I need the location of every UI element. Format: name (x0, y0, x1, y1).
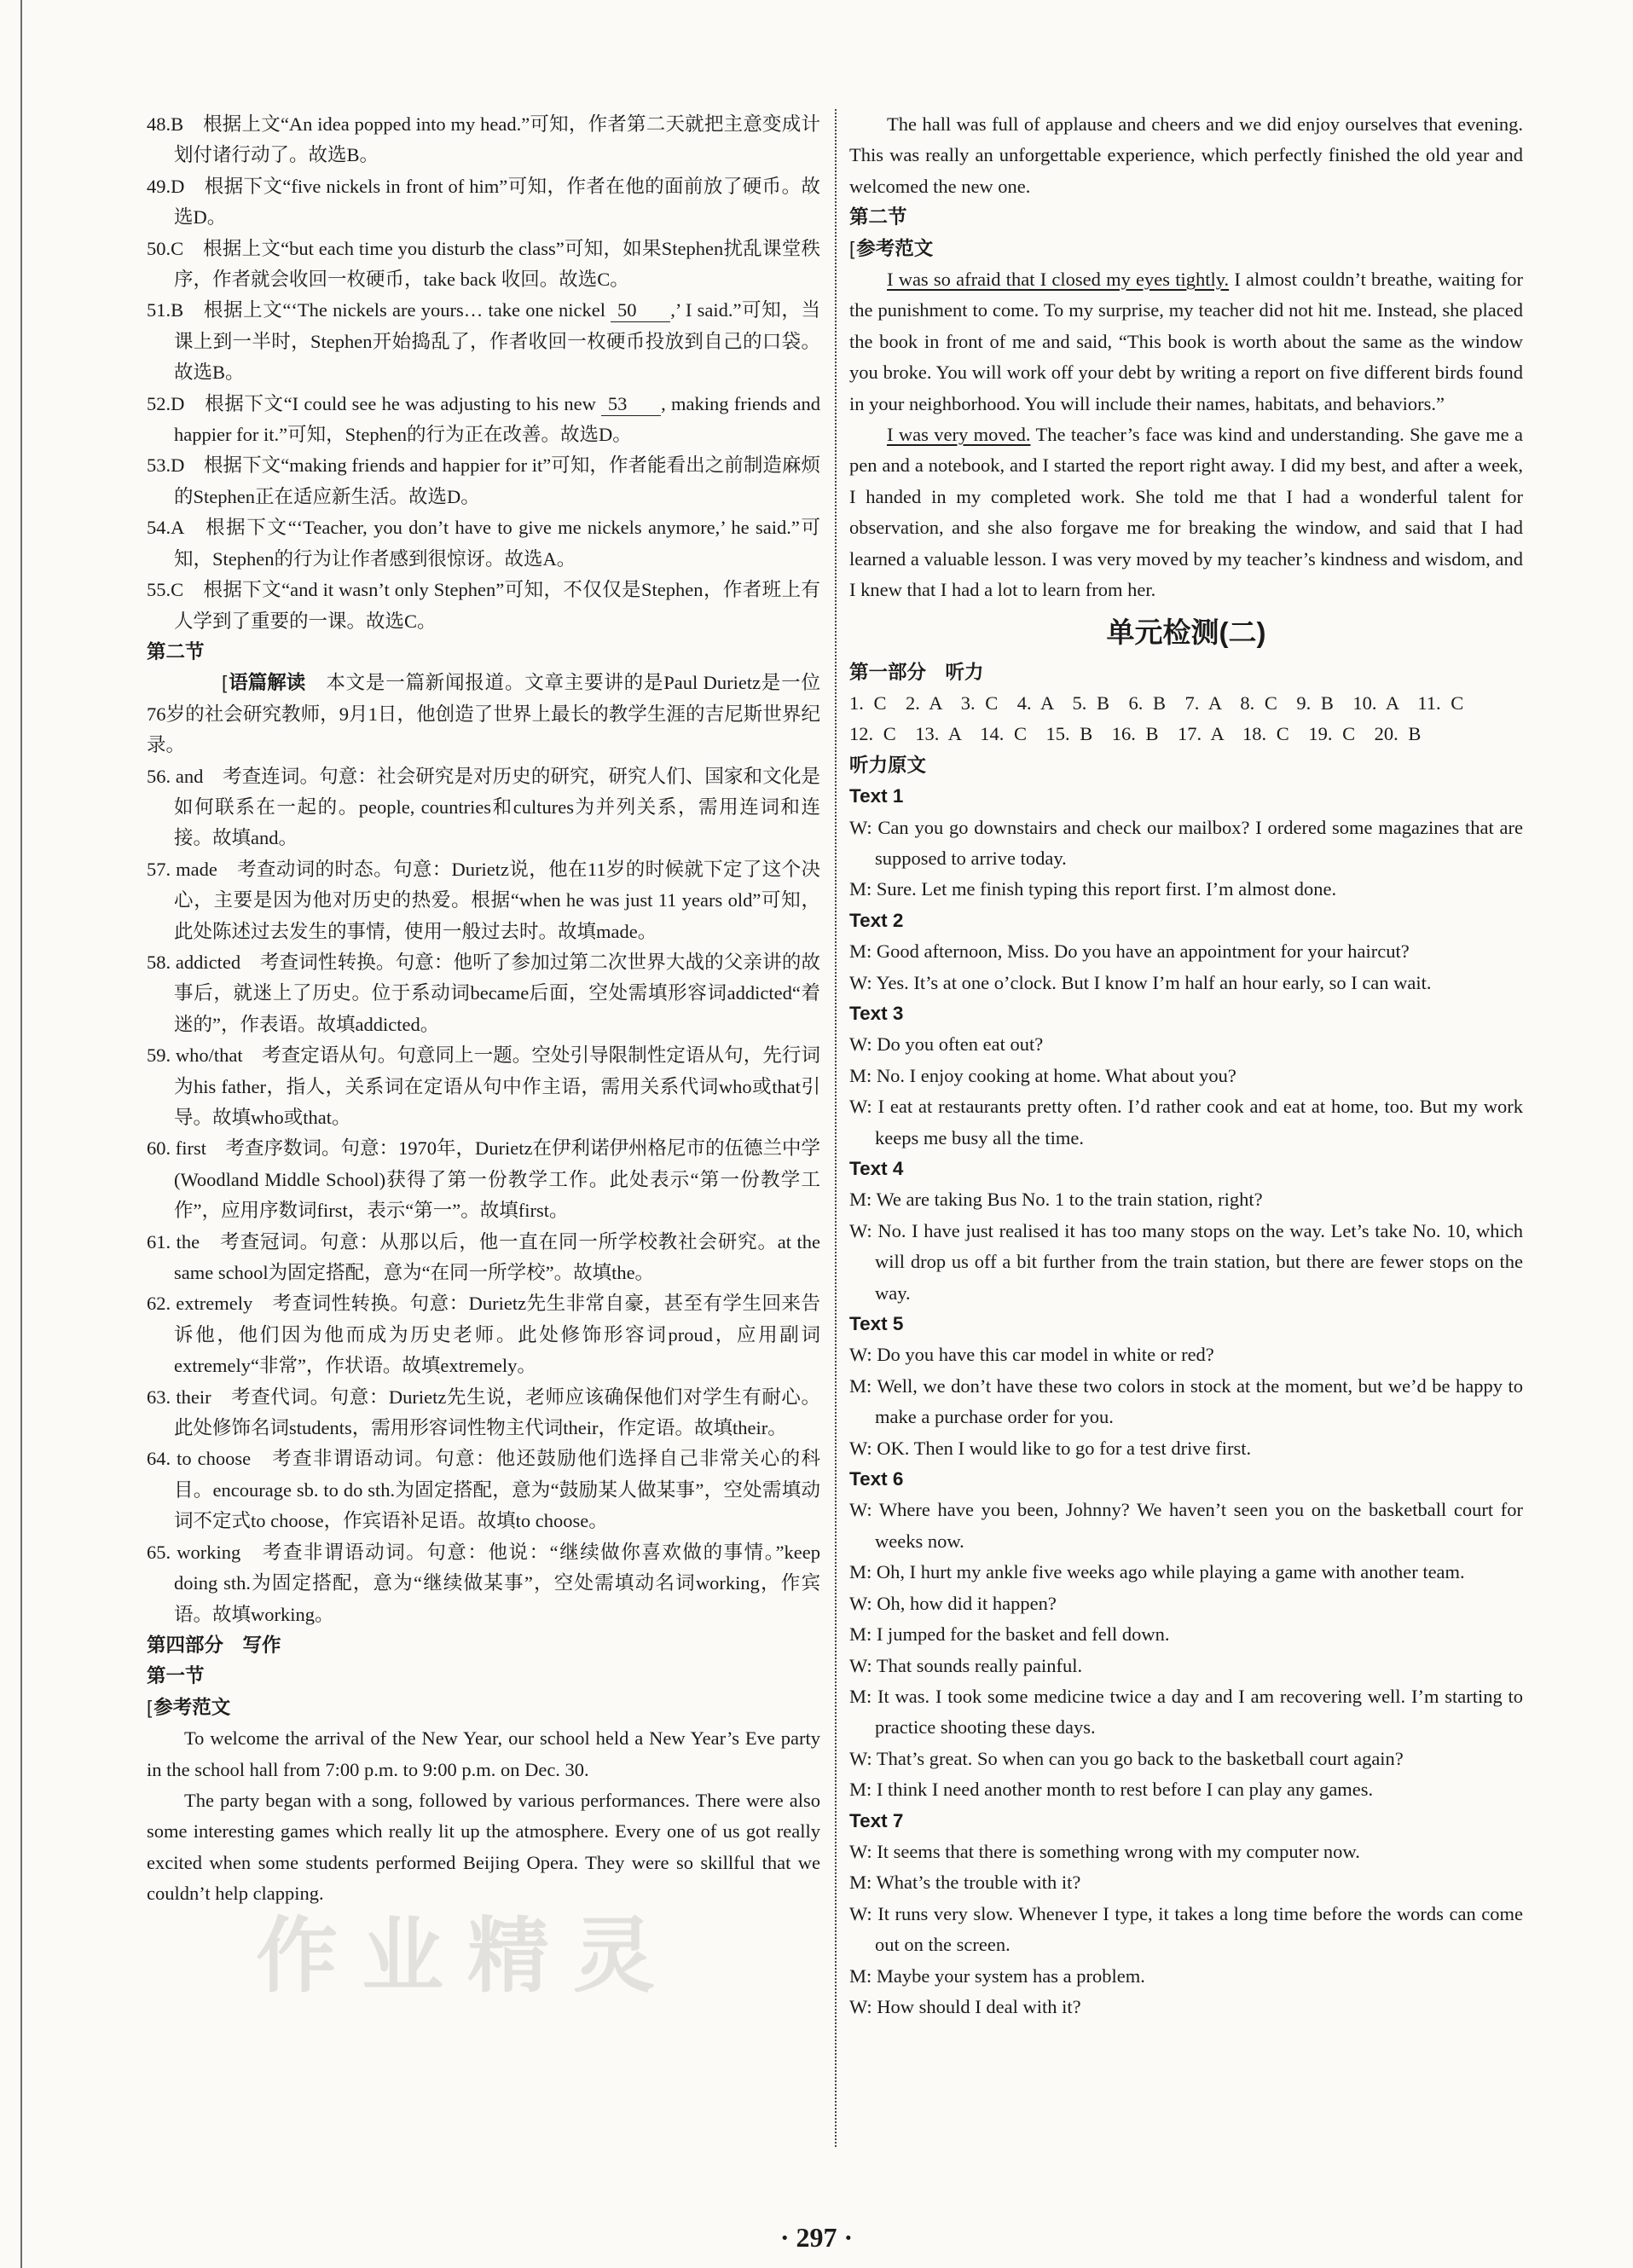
dialogue-line: M: I think I need another month to rest before I can play any games. (849, 1779, 1374, 1801)
dialogue-line: M: Well, we don’t have these two colors in stock at the moment, but we’d be happy to make a purchase order for you. (849, 1374, 1523, 1428)
grammar-64: 64. to choose 考查非谓语动词。句意：他还鼓励他们选择自己非常关心的科目。encourage sb. to do sth.为固定搭配，意为“鼓励某人做某事”，空处需填动词不定式to choose，作宾语补足语。故填to choose。 (147, 1448, 820, 1532)
answer-53: 53.D 根据下文“making friends and happier for it”可知，作者能看出之前制造麻烦的Stephen正在适应新生活。故选D。 (147, 454, 820, 507)
section-heading-2-writing: 第二节 (849, 206, 907, 229)
right-column (849, 109, 1523, 2022)
dialogue-line: W: It runs very slow. Whenever I type, it takes a long time before the words can come out on the screen. (849, 1902, 1523, 1956)
reading-analysis: [ 语篇解读 本文是一篇新闻报道。文章主要讲的是Paul Durietz是一位76岁的社会研究教师，9月1日，他创造了世界上最长的教学生涯的吉尼斯世界纪录。 (147, 668, 820, 761)
blank-50: 50 (611, 299, 670, 322)
section-heading-1: 第一节 (147, 1665, 205, 1687)
grammar-59: 59. who/that 考查定语从句。句意同上一题。空处引导限制性定语从句，先行词为his father，指人，关系词在定语从句中作主语，需用关系代词who或that引导。故填who或that。 (147, 1044, 820, 1128)
dialogue-line: W: No. I have just realised it has too many stops on the way. Let’s take No. 10, which will drop us off a bit further from the train station, but there are fewer stops on the way. (849, 1219, 1523, 1304)
dialogue-line: M: I jumped for the basket and fell down. (849, 1623, 1170, 1646)
sample-essay-tag-2: [ 参考范文 (849, 234, 1523, 264)
grammar-63: 63. their 考查代词。句意：Durietz先生说，老师应该确保他们对学生有耐心。此处修饰名词students，需用形容词性物主代词their，作定语。故填their。 (147, 1386, 820, 1439)
dialogue-line: W: Yes. It’s at one o’clock. But I know I’m half an hour early, so I can wait. (849, 971, 1432, 993)
unit-test-title: 单元检测(二) (1106, 616, 1266, 648)
sample-essay-tag: [ 参考范文 (147, 1692, 820, 1723)
dialogue-line: M: Maybe your system has a problem. (849, 1964, 1145, 1987)
column-divider (835, 109, 837, 2147)
dialogue-line: W: Can you go downstairs and check our mailbox? I ordered some magazines that are supposed to arrive today. (849, 816, 1523, 869)
grammar-62: 62. extremely 考查词性转换。句意：Durietz先生非常自豪，甚至有学生回来告诉他，他们因为他而成为历史老师。此处修饰形容词proud，应用副词extremely“非常”，作状语。故填extremely。 (147, 1293, 820, 1377)
dialogue-line: M: Oh, I hurt my ankle five weeks ago while playing a game with another team. (849, 1561, 1465, 1583)
reading-tag: [ 语篇解读 (184, 668, 305, 698)
dialogue-line: W: That’s great. So when can you go back to the basketball court again? (849, 1747, 1404, 1769)
section-heading-2: 第二节 (147, 640, 205, 662)
grammar-57: 57. made 考查动词的时态。句意：Durietz说，他在11岁的时候就下定了这个决心，主要是因为他对历史的热爱。根据“when he was just 11 years old”可知，此处陈述过去发生的事情，使用一般过去时。故填made。 (147, 858, 820, 942)
blank-53: 53 (601, 393, 661, 416)
dialogue-line: W: OK. Then I would like to go for a test drive first. (849, 1437, 1252, 1459)
dialogue-line: W: Oh, how did it happen? (849, 1592, 1057, 1614)
essay1-paragraph-1: To welcome the arrival of the New Year, our school held a New Year’s Eve party in the school hall from 7:00 p.m. to 9:00 p.m. on Dec. 30. (147, 1727, 820, 1780)
answer-52: 52.D 根据下文“I could see he was adjusting to his new 53 , making friends and happier for it.”可知，Stephen的行为正在改善。故选D。 (147, 392, 820, 446)
text-title: Text 3 (849, 1002, 904, 1024)
dialogue-line: M: No. I enjoy cooking at home. What about you? (849, 1064, 1236, 1086)
answer-51: 51.B 根据上文“‘The nickels are yours… take one nickel 50 ,’ I said.”可知，当课上到一半时，Stephen开始捣乱了，作者收回一枚硬币投放到自己的口袋。故选B。 (147, 299, 821, 384)
dialogue-line: M: Sure. Let me finish typing this report first. I’m almost done. (849, 878, 1337, 900)
dialogue-line: W: Do you often eat out? (849, 1033, 1044, 1056)
dialogue-line: M: What’s the trouble with it? (849, 1872, 1081, 1894)
listening-answers-line-2: 12. C 13. A 14. C 15. B 16. B 17. A 18. C 19. C 20. B (849, 723, 1422, 745)
dialogue-line: W: Where have you been, Johnny? We haven’t seen you on the basketball court for weeks now. (849, 1499, 1523, 1552)
essay2-paragraph-1: I was so afraid that I closed my eyes tightly. I almost couldn’t breathe, waiting for the punishment to come. To my surprise, my teacher did not hit me. Instead, she placed the book in front of me and said, “This book is worth about the same as the window you broke. You will work off your debt by writing a report on five different birds found in your neighborhood. You will include their names, habitats, and behaviors.” (849, 269, 1523, 414)
page-number: · 297 · (779, 2222, 854, 2253)
essay2-paragraph-2: I was very moved. The teacher’s face was kind and understanding. She gave me a pen and a notebook, and I started the report right away. I did my best, and after a week, I handed in my completed work. She told me that I had a wonderful talent for observation, and she also forgave me for breaking the window, and said that I had learned a valuable lesson. I was very moved by my teacher’s kindness and wisdom, and I knew that I had a lot to learn from her. (849, 424, 1523, 601)
text-title: Text 2 (849, 909, 904, 931)
essay1-paragraph-3: The hall was full of applause and cheers and we did enjoy ourselves that evening. This was really an unforgettable experience, which perfectly finished the old year and welcomed the new one. (849, 113, 1523, 197)
dialogue-line: W: I eat at restaurants pretty often. I’d rather cook and eat at home, too. But my work keeps me busy all the time. (849, 1096, 1523, 1148)
text-title: Text 6 (849, 1468, 904, 1490)
text-title: Text 5 (849, 1313, 904, 1335)
text-title: Text 1 (849, 785, 904, 807)
text-title: Text 7 (849, 1809, 904, 1831)
grammar-61: 61. the 考查冠词。句意：从那以后，他一直在同一所学校教社会研究。at the same school为固定搭配，意为“在同一所学校”。故填the。 (147, 1230, 820, 1284)
dialogue-line: M: We are taking Bus No. 1 to the train station, right? (849, 1189, 1263, 1211)
answer-55: 55.C 根据下文“and it wasn’t only Stephen”可知，不仅仅是Stephen，作者班上有人学到了重要的一课。故选C。 (147, 579, 820, 632)
answer-49: 49.D 根据下文“five nickels in front of him”可知，作者在他的面前放了硬币。故选D。 (147, 175, 820, 229)
answer-54: 54.A 根据下文“‘Teacher, you don’t have to give me nickels anymore,’ he said.”可知，Stephen的行为让作者感到很惊讶。故选A。 (147, 517, 820, 570)
dialogue-line: W: It seems that there is something wrong with my computer now. (849, 1840, 1360, 1862)
left-column (147, 109, 820, 1910)
essay1-paragraph-2: The party began with a song, followed by various performances. There were also some interesting games which really lit up the atmosphere. Every one of us got really excited when some students performed Beijing Opera. They were so skillful that we couldn’t help clapping. (147, 1789, 820, 1905)
dialogue-line: W: Do you have this car model in white or red? (849, 1344, 1214, 1366)
page-edge-line (20, 0, 22, 2268)
answer-50: 50.C 根据上文“but each time you disturb the class”可知，如果Stephen扰乱课堂秩序，作者就会收回一枚硬币，take back 收回。故选C。 (147, 237, 820, 291)
transcript-heading: 听力原文 (849, 754, 927, 776)
grammar-60: 60. first 考查序数词。句意：1970年，Durietz在伊利诺伊州格尼市的伍德兰中学(Woodland Middle School)获得了第一份教学工作。此处表示“第一份教学工作”，应用序数词first，表示“第一”。故填first。 (147, 1137, 820, 1222)
dialogue-line: M: It was. I took some medicine twice a day and I am recovering well. I’m starting to practice shooting these days. (849, 1685, 1523, 1739)
dialogue-line: W: How should I deal with it? (849, 1995, 1081, 2017)
grammar-56: 56. and 考查连词。句意：社会研究是对历史的研究，研究人们、国家和文化是如何联系在一起的。people, countries和cultures为并列关系，需用连词和连接。故填and。 (147, 765, 820, 849)
part1-heading: 第一部分 听力 (849, 661, 984, 683)
dialogue-line: W: That sounds really painful. (849, 1654, 1083, 1676)
answer-48: 48.B 根据上文“An idea popped into my head.”可知，作者第二天就把主意变成计划付诸行动了。故选B。 (147, 113, 820, 166)
listening-answers-line-1: 1. C 2. A 3. C 4. A 5. B 6. B 7. A 8. C 9. B 10. A 11. C (849, 691, 1464, 714)
text-title: Text 4 (849, 1158, 904, 1179)
part4-heading: 第四部分 写作 (147, 1634, 281, 1656)
dialogue-line: M: Good afternoon, Miss. Do you have an appointment for your haircut? (849, 940, 1410, 963)
grammar-58: 58. addicted 考查词性转换。句意：他听了参加过第二次世界大战的父亲讲的故事后，就迷上了历史。位于系动词became后面，空处需填形容词addicted“着迷的”，作表语。故填addicted。 (147, 951, 820, 1035)
watermark: 作业精灵 (256, 1908, 679, 2004)
listening-transcripts (849, 781, 1523, 2022)
grammar-65: 65. working 考查非谓语动词。句意：他说：“继续做你喜欢做的事情。”keep doing sth.为固定搭配，意为“继续做某事”，空处需填动名词working，作宾语。故填working。 (147, 1541, 820, 1625)
